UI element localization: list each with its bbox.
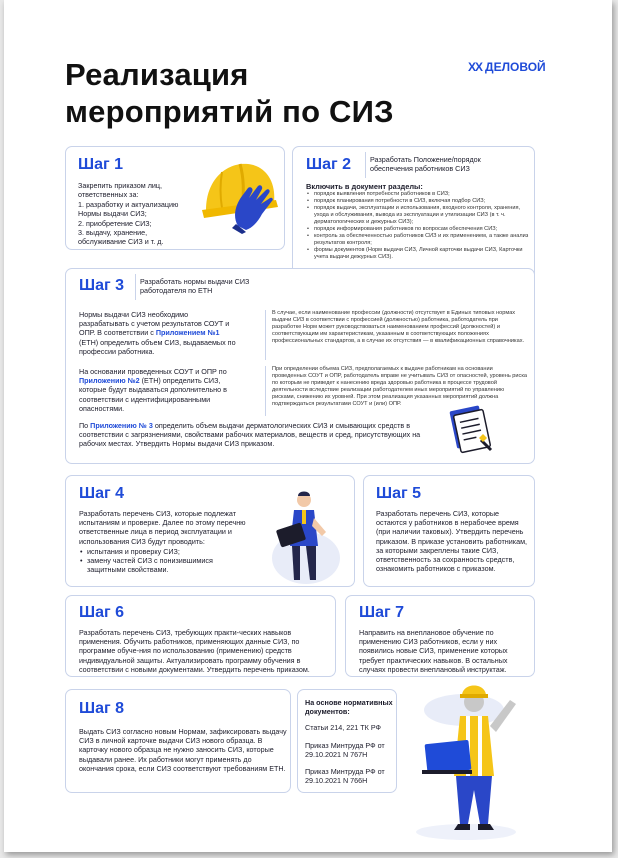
step-4-text: Разработать перечень СИЗ, которые подлежат испытаниям и проверке. Далее по этому перечню ответственные лица в период эксплуатации и использования СИЗ будут проводить: [79,509,246,546]
glove-icon [228,182,282,234]
step-2-item: • порядок информирования работников по вопросам обеспечения СИЗ; [306,226,531,233]
step-2-heading: Шаг 2 [306,156,351,173]
step-2-include-title: Включить в документ разделы: [306,182,423,191]
step-1-heading: Шаг 1 [78,156,123,173]
step-3-block-1: Нормы выдачи СИЗ необходимо разрабатывать с учетом результатов СОУТ и ОПР. В соответствии с Приложением №1 (ЕТН) определить объем СИЗ, выдаваемых по профессии работника. [79,310,236,356]
step-6-text: Разработать перечень СИЗ, требующих практи-ческих навыков применения. Обучить работников, применяющих данные СИЗ, по программе обуче-ния по использованию (применению) средств индивидуальной защиты. Актуализировать программу обучения в соответствии с новыми документами. Утвердить перечень приказом. [79,628,310,674]
worker-tablet-icon [266,488,350,586]
link-appendix-3[interactable]: Приложению № 3 [90,421,153,430]
step-5-text: Разработать перечень СИЗ, которые остаются у работников в нерабочее время (при наличии таковых). Утвердить перечень приказом. В приказе установить работникам, за которыми закреплены такие СИЗ, ответственность за сохранность средств, ознакомить работников с приказом. [376,509,528,574]
step-2-item: • формы документов (Норм выдачи СИЗ, Личной карточки выдачи СИЗ, Карточки учета выдачи дежурных СИЗ). [306,247,531,261]
step-1-item-2: 2. приобретение СИЗ; [78,219,152,228]
step-2-item: • контроль за обеспеченностью работников СИЗ и их применением, а также анализ результатов контроля; [306,233,531,247]
basis-item: Приказ Минтруда РФ от 29.10.2021 N 767Н [305,741,385,760]
worker-laptop-icon [404,672,534,844]
step-3-block-2: На основании проведенных СОУТ и ОПР по Приложению №2 (ЕТН) определить СИЗ, которые будут выдаваться дополнительно в соответствии с идентифицированными опасностями. [79,367,227,413]
step-2-subtitle: Разработать Положение/порядок обеспечения работников СИЗ [370,155,481,174]
step-4-list [79,547,249,575]
step-3-note-2: При определении объема СИЗ, предполагаемых к выдаче работникам на основании проведенных СОУТ и ОПР, работодатель вправе не учитывать СИЗ от опасностей, уровень риска по которым не приведет к нанесению вреда здоровью работника в процессе трудовой деятельности вследствие реализации работодателем иных мероприятий по управлению рисками, снижению их уровней. При этом реализация указанных мероприятий должна подтверждаться результатами СОУТ и (или) ОПР. [272,366,528,407]
step-3-block-3: По Приложению № 3 определить объем выдачи дерматологических СИЗ и смывающих средств в соответствии с загрязнениями, свойствами рабочих материалов, веществ и сред, присутствующих на рабочих местах. Утвердить Нормы выдачи СИЗ приказом. [79,421,421,449]
documents-icon [445,404,497,456]
step-1-item-3: 3. выдачу, хранение, обслуживание СИЗ и т. д. [78,228,164,247]
step-4-item: • испытания и проверку СИЗ; [79,547,249,556]
step-2-item: • порядок выдачи, эксплуатации и использования, входного контроля, хранения, ухода и обслуживания, вывода из эксплуатации и утилизации СИЗ (в т. ч. дерматологических и дежурных СИЗ); [306,205,531,226]
basis-title: На основе нормативных документов: [305,698,393,717]
step-5-heading: Шаг 5 [376,485,421,502]
page-title [65,56,394,130]
basis-item: Статьи 214, 221 ТК РФ [305,723,382,732]
step-1-item-1: 1. разработку и актуализацию Нормы выдачи СИЗ; [78,200,179,219]
step-2-item: • порядок выявления потребности работников в СИЗ; [306,191,531,198]
brand-logo [468,60,546,74]
step-3-heading: Шаг 3 [79,277,124,294]
link-appendix-2[interactable]: Приложению №2 [79,376,140,386]
step-8-heading: Шаг 8 [79,700,124,717]
logo-text: ДЕЛОВОЙ [485,60,546,74]
step-1-intro: Закрепить приказом лиц, ответственных за: [78,181,163,200]
step-2-list [306,191,531,261]
step-2-item: • порядок планирования потребности в СИЗ, включая подбор СИЗ; [306,198,531,205]
title-line-1: Реализация [65,57,249,92]
step-3-note-1: В случае, если наименование профессии (должности) отсутствует в Единых типовых нормах выдачи СИЗ в соответствии с профессией (должностью) работника, работодатель при разработке Норм может руководствоваться наименованием профессий (должностей) и соответствующим им характеристикам, указанным в соответствующих положениях профессиональных стандартов, а в случае их отсутствия — в квалификационных справочниках. [272,310,525,344]
step-6-heading: Шаг 6 [79,604,124,621]
link-appendix-1[interactable]: Приложением №1 [155,328,220,338]
step-7-text: Направить на внеплановое обучение по применению СИЗ работников, если у них появились новые СИЗ, применение которых требует практических навыков. В остальных случаях провести внеплановый инструктаж. [359,628,508,674]
step-3-subtitle: Разработать нормы выдачи СИЗ работодателя по ЕТН [140,277,250,296]
step-7-heading: Шаг 7 [359,604,404,621]
basis-item: Приказ Минтруда РФ от 29.10.2021 N 766Н [305,767,385,786]
step-4-heading: Шаг 4 [79,485,124,502]
title-line-2: мероприятий по СИЗ [65,94,394,129]
step-8-text: Выдать СИЗ согласно новым Нормам, зафиксировать выдачу СИЗ в личной карточке выдачи СИЗ нового образца. В карточку нового образца не нужно заносить СИЗ, которые выдавали ранее. Их работники могут применять до окончания срока, если СИЗ соответствуют требованиям ЕТН. [79,727,287,773]
logo-mark: XX [468,60,483,74]
step-4-item: • замену частей СИЗ с понизившимися защитными свойствами. [79,556,249,574]
poster [4,0,612,852]
